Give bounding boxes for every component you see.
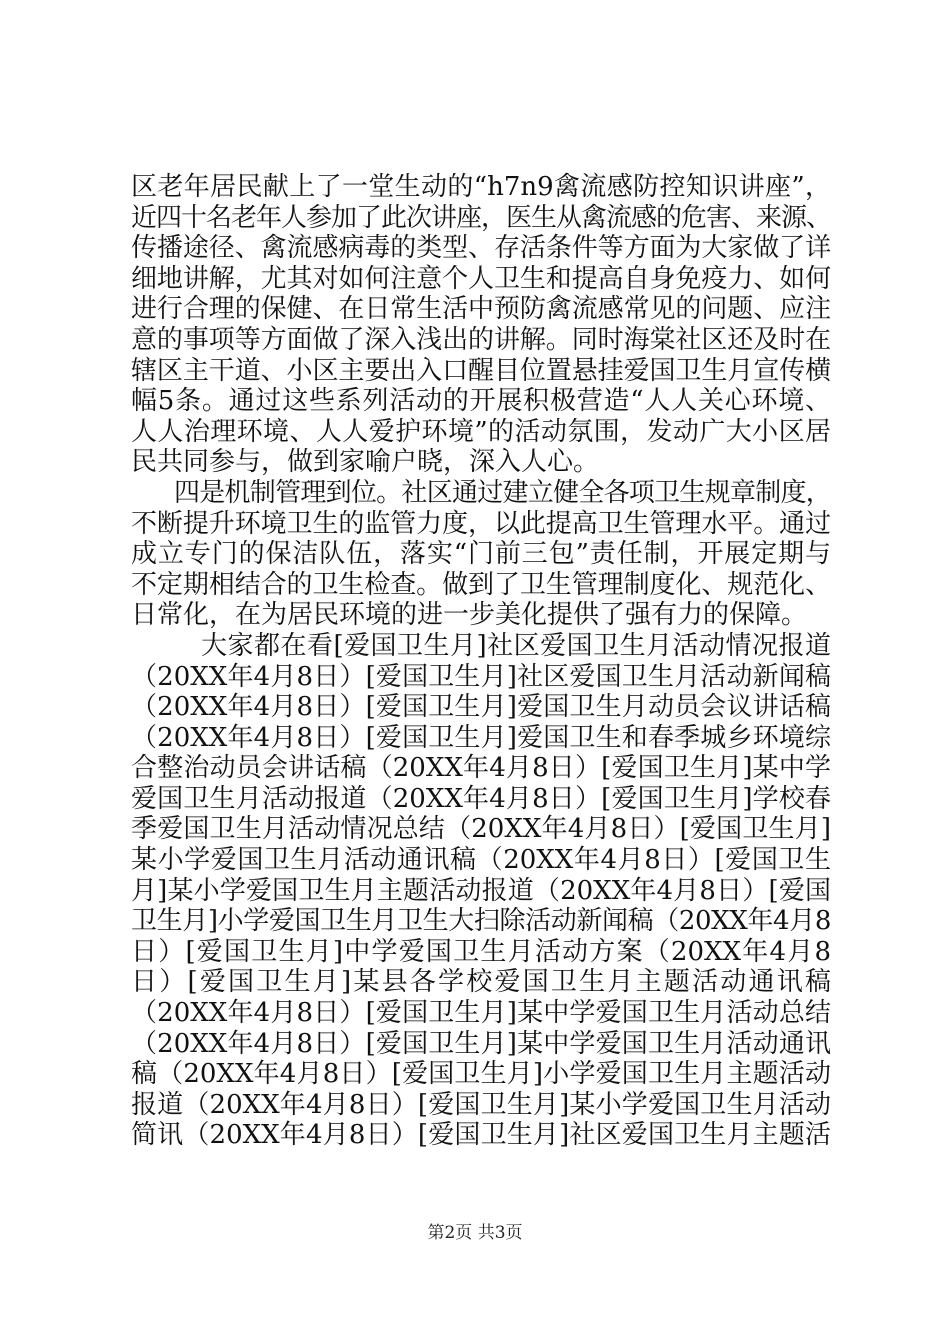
text-line: 传播途径、禽流感病毒的类型、存活条件等方面为大家做了详 xyxy=(131,233,831,264)
text-line: 意的事项等方面做了深入浅出的讲解。同时海棠社区还及时在 xyxy=(131,324,831,355)
text-line: 日）[爱国卫生月]中学爱国卫生月活动方案（20XX年4月8 xyxy=(131,936,831,967)
text-line: 合整治动员会讲话稿（20XX年4月8日）[爱国卫生月]某中学 xyxy=(131,753,831,784)
text-line: （20XX年4月8日）[爱国卫生月]社区爱国卫生月活动新闻稿 xyxy=(131,661,831,692)
text-line: 某小学爱国卫生月活动通讯稿（20XX年4月8日）[爱国卫生 xyxy=(131,845,831,876)
text-line: （20XX年4月8日）[爱国卫生月]爱国卫生月动员会议讲话稿 xyxy=(131,692,831,723)
text-line: 辖区主干道、小区主要出入口醒目位置悬挂爱国卫生月宣传横 xyxy=(131,355,831,386)
text-line: 日常化，在为居民环境的进一步美化提供了强有力的保障。 xyxy=(131,600,808,631)
text-line: 成立专门的保洁队伍，落实“门前三包”责任制，开展定期与 xyxy=(131,539,831,570)
text-line: 稿（20XX年4月8日）[爱国卫生月]小学爱国卫生月主题活动 xyxy=(131,1059,831,1090)
text-line: 月]某小学爱国卫生月主题活动报道（20XX年4月8日）[爱国 xyxy=(131,875,831,906)
text-line: 民共同参与，做到家喻户晓，深入人心。 xyxy=(131,447,600,478)
text-line: 区老年居民献上了一堂生动的“h7n9禽流感防控知识讲座”， xyxy=(131,172,831,202)
text-line: 日）[爱国卫生月]某县各学校爱国卫生月主题活动通讯稿 xyxy=(131,967,831,998)
text-line: 进行合理的保健、在日常生活中预防禽流感常见的问题、应注 xyxy=(131,294,831,325)
text-line: （20XX年4月8日）[爱国卫生月]某中学爱国卫生月活动总结 xyxy=(131,998,831,1029)
text-line: 大家都在看[爱国卫生月]社区爱国卫生月活动情况报道 xyxy=(201,630,831,661)
text-line: 人人治理环境、人人爱护环境”的活动氛围，发动广大小区居 xyxy=(131,416,831,447)
text-line: 简讯（20XX年4月8日）[爱国卫生月]社区爱国卫生月主题活 xyxy=(131,1120,831,1151)
text-line: （20XX年4月8日）[爱国卫生月]某中学爱国卫生月活动通讯 xyxy=(131,1028,831,1059)
text-line: 季爱国卫生月活动情况总结（20XX年4月8日）[爱国卫生月] xyxy=(131,814,831,845)
text-line: 四是机制管理到位。社区通过建立健全各项卫生规章制度， xyxy=(174,477,831,508)
text-line: （20XX年4月8日）[爱国卫生月]爱国卫生和春季城乡环境综 xyxy=(131,722,831,753)
text-line: 不定期相结合的卫生检查。做到了卫生管理制度化、规范化、 xyxy=(131,569,831,600)
text-line: 细地讲解，尤其对如何注意个人卫生和提高自身免疫力、如何 xyxy=(131,263,831,294)
text-line: 爱国卫生月活动报道（20XX年4月8日）[爱国卫生月]学校春 xyxy=(131,783,831,814)
text-line: 幅5条。通过这些系列活动的开展积极营造“人人关心环境、 xyxy=(131,386,831,417)
document-body xyxy=(131,172,831,1151)
text-line: 卫生月]小学爱国卫生月卫生大扫除活动新闻稿（20XX年4月8 xyxy=(131,906,831,937)
text-line: 近四十名老年人参加了此次讲座，医生从禽流感的危害、来源、 xyxy=(131,202,831,233)
page-footer: 第2页 共3页 xyxy=(427,1223,523,1243)
text-line: 报道（20XX年4月8日）[爱国卫生月]某小学爱国卫生月活动 xyxy=(131,1089,831,1120)
text-line: 不断提升环境卫生的监管力度，以此提高卫生管理水平。通过 xyxy=(131,508,831,539)
